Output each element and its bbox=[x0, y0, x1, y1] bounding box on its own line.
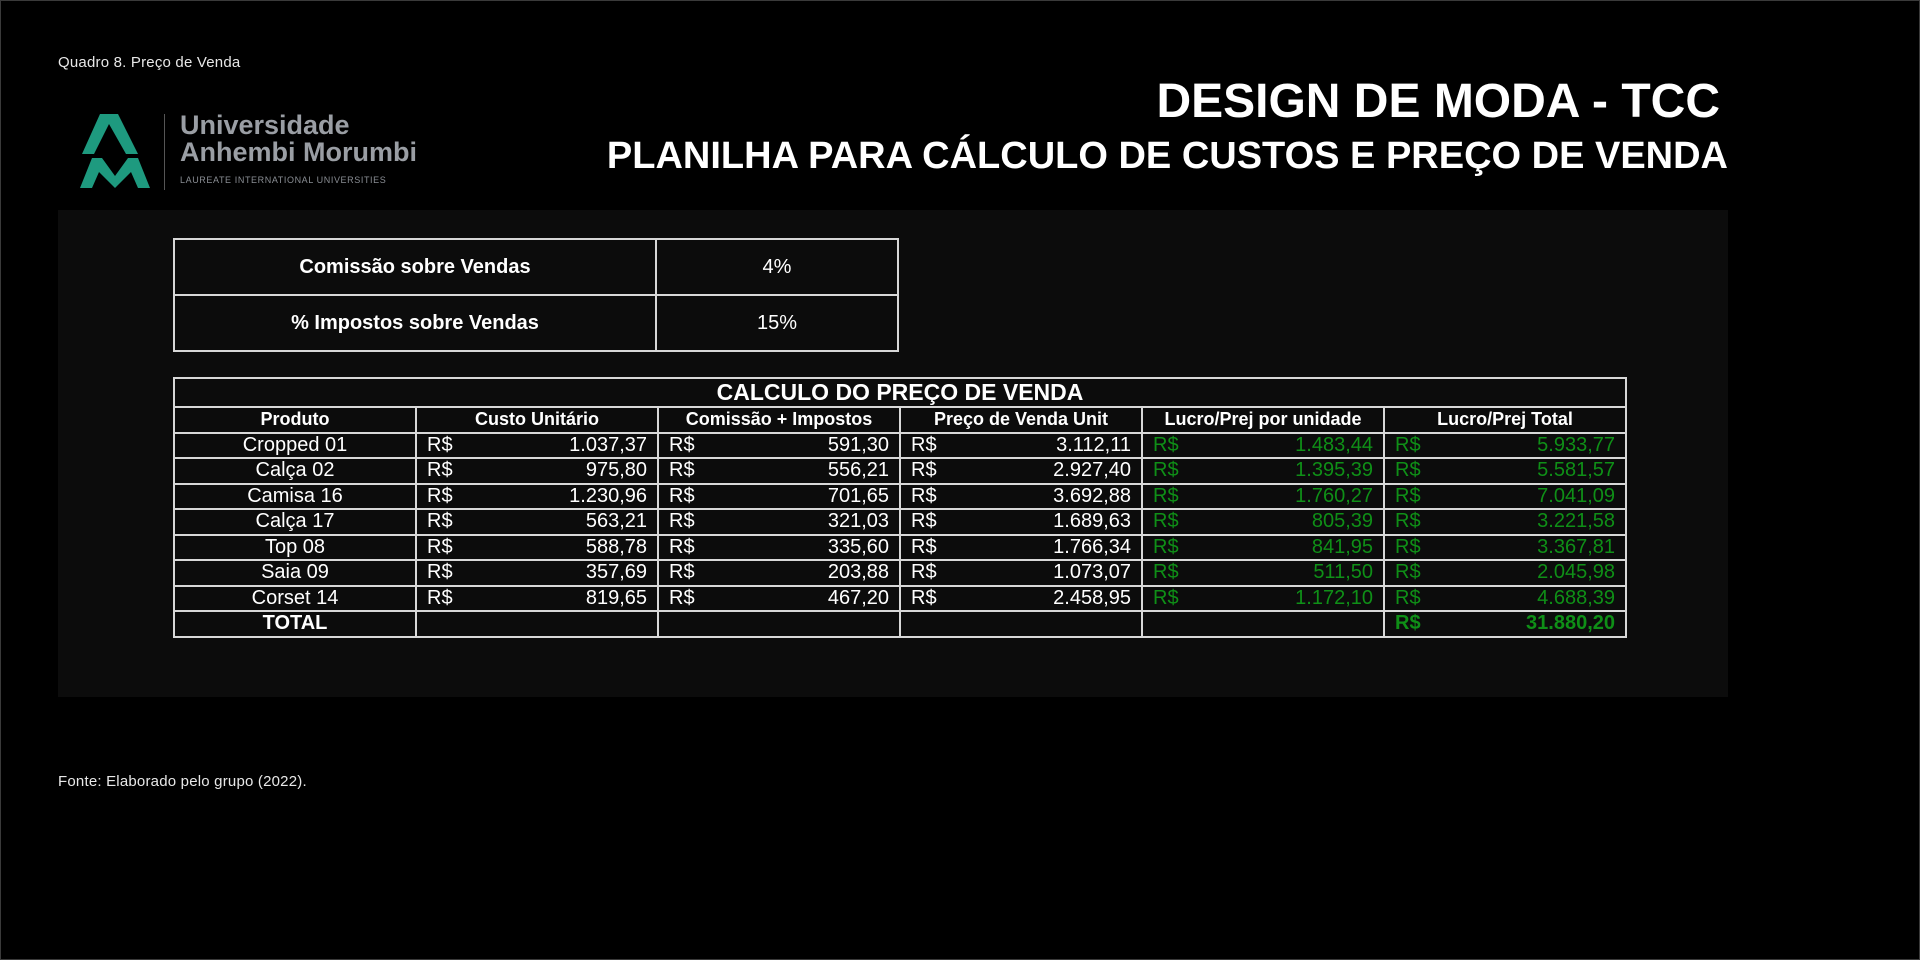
unit-cost-value: 819,65 bbox=[585, 586, 647, 609]
currency-symbol: R$ bbox=[427, 484, 453, 507]
commission-taxes-value: 335,60 bbox=[827, 535, 889, 558]
unit-sale-price-value: 2.927,40 bbox=[1053, 459, 1131, 482]
empty-cell bbox=[900, 611, 1142, 637]
page-title: DESIGN DE MODA - TCC bbox=[1156, 75, 1720, 128]
total-profit-cell bbox=[1384, 433, 1626, 459]
currency-symbol: R$ bbox=[1395, 535, 1421, 558]
product-name: Calça 17 bbox=[174, 509, 416, 535]
university-logo bbox=[80, 112, 440, 192]
unit-sale-price-value: 2.458,95 bbox=[1053, 586, 1131, 609]
page-subtitle: PLANILHA PARA CÁLCULO DE CUSTOS E PREÇO DE VENDA bbox=[606, 135, 1728, 177]
column-header: Comissão + Impostos bbox=[658, 407, 900, 433]
table-row bbox=[174, 509, 1626, 535]
commission-taxes-value: 591,30 bbox=[827, 433, 889, 456]
unit-cost-value: 1.037,37 bbox=[569, 433, 647, 456]
table-title: CALCULO DO PREÇO DE VENDA bbox=[174, 378, 1626, 407]
unit-cost-value: 1.230,96 bbox=[569, 484, 647, 507]
unit-profit-value: 1.172,10 bbox=[1295, 586, 1373, 609]
empty-cell bbox=[1142, 611, 1384, 637]
grand-total-value: 31.880,20 bbox=[1526, 612, 1615, 635]
table-title-row bbox=[174, 378, 1626, 407]
param-row bbox=[174, 239, 898, 295]
unit-cost-cell bbox=[416, 586, 658, 612]
total-profit-value: 7.041,09 bbox=[1537, 484, 1615, 507]
empty-cell bbox=[416, 611, 658, 637]
unit-cost-value: 975,80 bbox=[585, 459, 647, 482]
unit-profit-value: 805,39 bbox=[1311, 510, 1373, 533]
unit-sale-price-value: 3.692,88 bbox=[1053, 484, 1131, 507]
commission-taxes-cell bbox=[658, 509, 900, 535]
currency-symbol: R$ bbox=[1153, 535, 1179, 558]
param-value: 4% bbox=[656, 239, 898, 295]
unit-profit-cell bbox=[1142, 560, 1384, 586]
unit-sale-price-cell bbox=[900, 458, 1142, 484]
unit-profit-value: 1.760,27 bbox=[1295, 484, 1373, 507]
product-name: Saia 09 bbox=[174, 560, 416, 586]
currency-symbol: R$ bbox=[669, 433, 695, 456]
column-header-row bbox=[174, 407, 1626, 433]
price-calculation-table bbox=[173, 377, 1627, 638]
total-profit-value: 5.581,57 bbox=[1537, 459, 1615, 482]
unit-profit-value: 1.395,39 bbox=[1295, 459, 1373, 482]
unit-profit-value: 511,50 bbox=[1313, 561, 1373, 584]
column-header: Produto bbox=[174, 407, 416, 433]
currency-symbol: R$ bbox=[427, 561, 453, 584]
unit-sale-price-cell bbox=[900, 433, 1142, 459]
unit-cost-cell bbox=[416, 458, 658, 484]
commission-taxes-value: 203,88 bbox=[827, 561, 889, 584]
table-body bbox=[174, 433, 1626, 612]
param-value: 15% bbox=[656, 295, 898, 351]
currency-symbol: R$ bbox=[669, 561, 695, 584]
spreadsheet-panel bbox=[58, 210, 1728, 697]
total-label: TOTAL bbox=[174, 611, 416, 637]
commission-taxes-value: 556,21 bbox=[827, 459, 889, 482]
currency-symbol: R$ bbox=[427, 510, 453, 533]
unit-profit-cell bbox=[1142, 433, 1384, 459]
total-profit-value: 5.933,77 bbox=[1537, 433, 1615, 456]
commission-taxes-cell bbox=[658, 458, 900, 484]
currency-symbol: R$ bbox=[1395, 433, 1421, 456]
currency-symbol: R$ bbox=[669, 510, 695, 533]
currency-symbol: R$ bbox=[669, 484, 695, 507]
unit-cost-cell bbox=[416, 484, 658, 510]
table-row bbox=[174, 586, 1626, 612]
product-name: Camisa 16 bbox=[174, 484, 416, 510]
unit-cost-value: 563,21 bbox=[585, 510, 647, 533]
product-name: Calça 02 bbox=[174, 458, 416, 484]
total-profit-cell bbox=[1384, 484, 1626, 510]
product-name: Top 08 bbox=[174, 535, 416, 561]
column-header: Preço de Venda Unit bbox=[900, 407, 1142, 433]
unit-cost-cell bbox=[416, 535, 658, 561]
table-row bbox=[174, 433, 1626, 459]
param-row bbox=[174, 295, 898, 351]
currency-symbol: R$ bbox=[1153, 433, 1179, 456]
param-label: Comissão sobre Vendas bbox=[174, 239, 656, 295]
unit-profit-value: 841,95 bbox=[1311, 535, 1373, 558]
param-label: % Impostos sobre Vendas bbox=[174, 295, 656, 351]
currency-symbol: R$ bbox=[427, 459, 453, 482]
unit-cost-cell bbox=[416, 433, 658, 459]
currency-symbol: R$ bbox=[1395, 484, 1421, 507]
logo-tagline: LAUREATE INTERNATIONAL UNIVERSITIES bbox=[180, 175, 387, 185]
unit-profit-cell bbox=[1142, 535, 1384, 561]
unit-sale-price-cell bbox=[900, 586, 1142, 612]
currency-symbol: R$ bbox=[1395, 612, 1421, 635]
logo-divider bbox=[164, 114, 165, 190]
total-profit-value: 4.688,39 bbox=[1537, 586, 1615, 609]
currency-symbol: R$ bbox=[669, 535, 695, 558]
unit-sale-price-value: 1.073,07 bbox=[1053, 561, 1131, 584]
total-profit-value: 3.367,81 bbox=[1537, 535, 1615, 558]
total-profit-cell bbox=[1384, 560, 1626, 586]
unit-sale-price-cell bbox=[900, 535, 1142, 561]
logo-name-line1: Universidade bbox=[180, 110, 350, 140]
unit-profit-cell bbox=[1142, 484, 1384, 510]
unit-sale-price-cell bbox=[900, 484, 1142, 510]
currency-symbol: R$ bbox=[1153, 484, 1179, 507]
currency-symbol: R$ bbox=[1395, 510, 1421, 533]
total-profit-cell bbox=[1384, 509, 1626, 535]
currency-symbol: R$ bbox=[911, 433, 937, 456]
total-profit-cell bbox=[1384, 586, 1626, 612]
unit-profit-cell bbox=[1142, 509, 1384, 535]
currency-symbol: R$ bbox=[1395, 586, 1421, 609]
currency-symbol: R$ bbox=[427, 586, 453, 609]
currency-symbol: R$ bbox=[1395, 561, 1421, 584]
product-name: Corset 14 bbox=[174, 586, 416, 612]
currency-symbol: R$ bbox=[1153, 586, 1179, 609]
currency-symbol: R$ bbox=[1153, 510, 1179, 533]
currency-symbol: R$ bbox=[669, 586, 695, 609]
total-profit-cell bbox=[1384, 535, 1626, 561]
unit-sale-price-cell bbox=[900, 560, 1142, 586]
unit-cost-value: 357,69 bbox=[585, 561, 647, 584]
grand-total-cell bbox=[1384, 611, 1626, 637]
currency-symbol: R$ bbox=[427, 535, 453, 558]
unit-sale-price-value: 3.112,11 bbox=[1056, 433, 1131, 456]
commission-taxes-value: 321,03 bbox=[827, 510, 889, 533]
column-header: Lucro/Prej Total bbox=[1384, 407, 1626, 433]
total-profit-cell bbox=[1384, 458, 1626, 484]
parameters-table bbox=[173, 238, 899, 352]
currency-symbol: R$ bbox=[1395, 459, 1421, 482]
unit-sale-price-value: 1.689,63 bbox=[1053, 510, 1131, 533]
currency-symbol: R$ bbox=[911, 561, 937, 584]
unit-profit-cell bbox=[1142, 458, 1384, 484]
empty-cell bbox=[658, 611, 900, 637]
table-row bbox=[174, 535, 1626, 561]
figure-caption: Quadro 8. Preço de Venda bbox=[58, 54, 241, 71]
commission-taxes-value: 467,20 bbox=[827, 586, 889, 609]
column-header: Lucro/Prej por unidade bbox=[1142, 407, 1384, 433]
commission-taxes-value: 701,65 bbox=[827, 484, 889, 507]
logo-name-line2: Anhembi Morumbi bbox=[180, 137, 417, 167]
commission-taxes-cell bbox=[658, 535, 900, 561]
logo-name bbox=[180, 112, 417, 166]
commission-taxes-cell bbox=[658, 586, 900, 612]
currency-symbol: R$ bbox=[911, 484, 937, 507]
unit-cost-cell bbox=[416, 560, 658, 586]
currency-symbol: R$ bbox=[669, 459, 695, 482]
total-profit-value: 3.221,58 bbox=[1537, 510, 1615, 533]
currency-symbol: R$ bbox=[911, 586, 937, 609]
commission-taxes-cell bbox=[658, 484, 900, 510]
unit-sale-price-cell bbox=[900, 509, 1142, 535]
table-row bbox=[174, 484, 1626, 510]
currency-symbol: R$ bbox=[1153, 459, 1179, 482]
product-name: Cropped 01 bbox=[174, 433, 416, 459]
total-row bbox=[174, 611, 1626, 637]
currency-symbol: R$ bbox=[911, 535, 937, 558]
currency-symbol: R$ bbox=[427, 433, 453, 456]
commission-taxes-cell bbox=[658, 560, 900, 586]
table-row bbox=[174, 458, 1626, 484]
unit-cost-cell bbox=[416, 509, 658, 535]
commission-taxes-cell bbox=[658, 433, 900, 459]
unit-profit-value: 1.483,44 bbox=[1295, 433, 1373, 456]
unit-profit-cell bbox=[1142, 586, 1384, 612]
figure-source: Fonte: Elaborado pelo grupo (2022). bbox=[58, 773, 307, 790]
unit-cost-value: 588,78 bbox=[585, 535, 647, 558]
unit-sale-price-value: 1.766,34 bbox=[1053, 535, 1131, 558]
table-row bbox=[174, 560, 1626, 586]
currency-symbol: R$ bbox=[1153, 561, 1179, 584]
anhembi-morumbi-logo-icon bbox=[80, 114, 150, 188]
column-header: Custo Unitário bbox=[416, 407, 658, 433]
currency-symbol: R$ bbox=[911, 510, 937, 533]
total-profit-value: 2.045,98 bbox=[1537, 561, 1615, 584]
currency-symbol: R$ bbox=[911, 459, 937, 482]
